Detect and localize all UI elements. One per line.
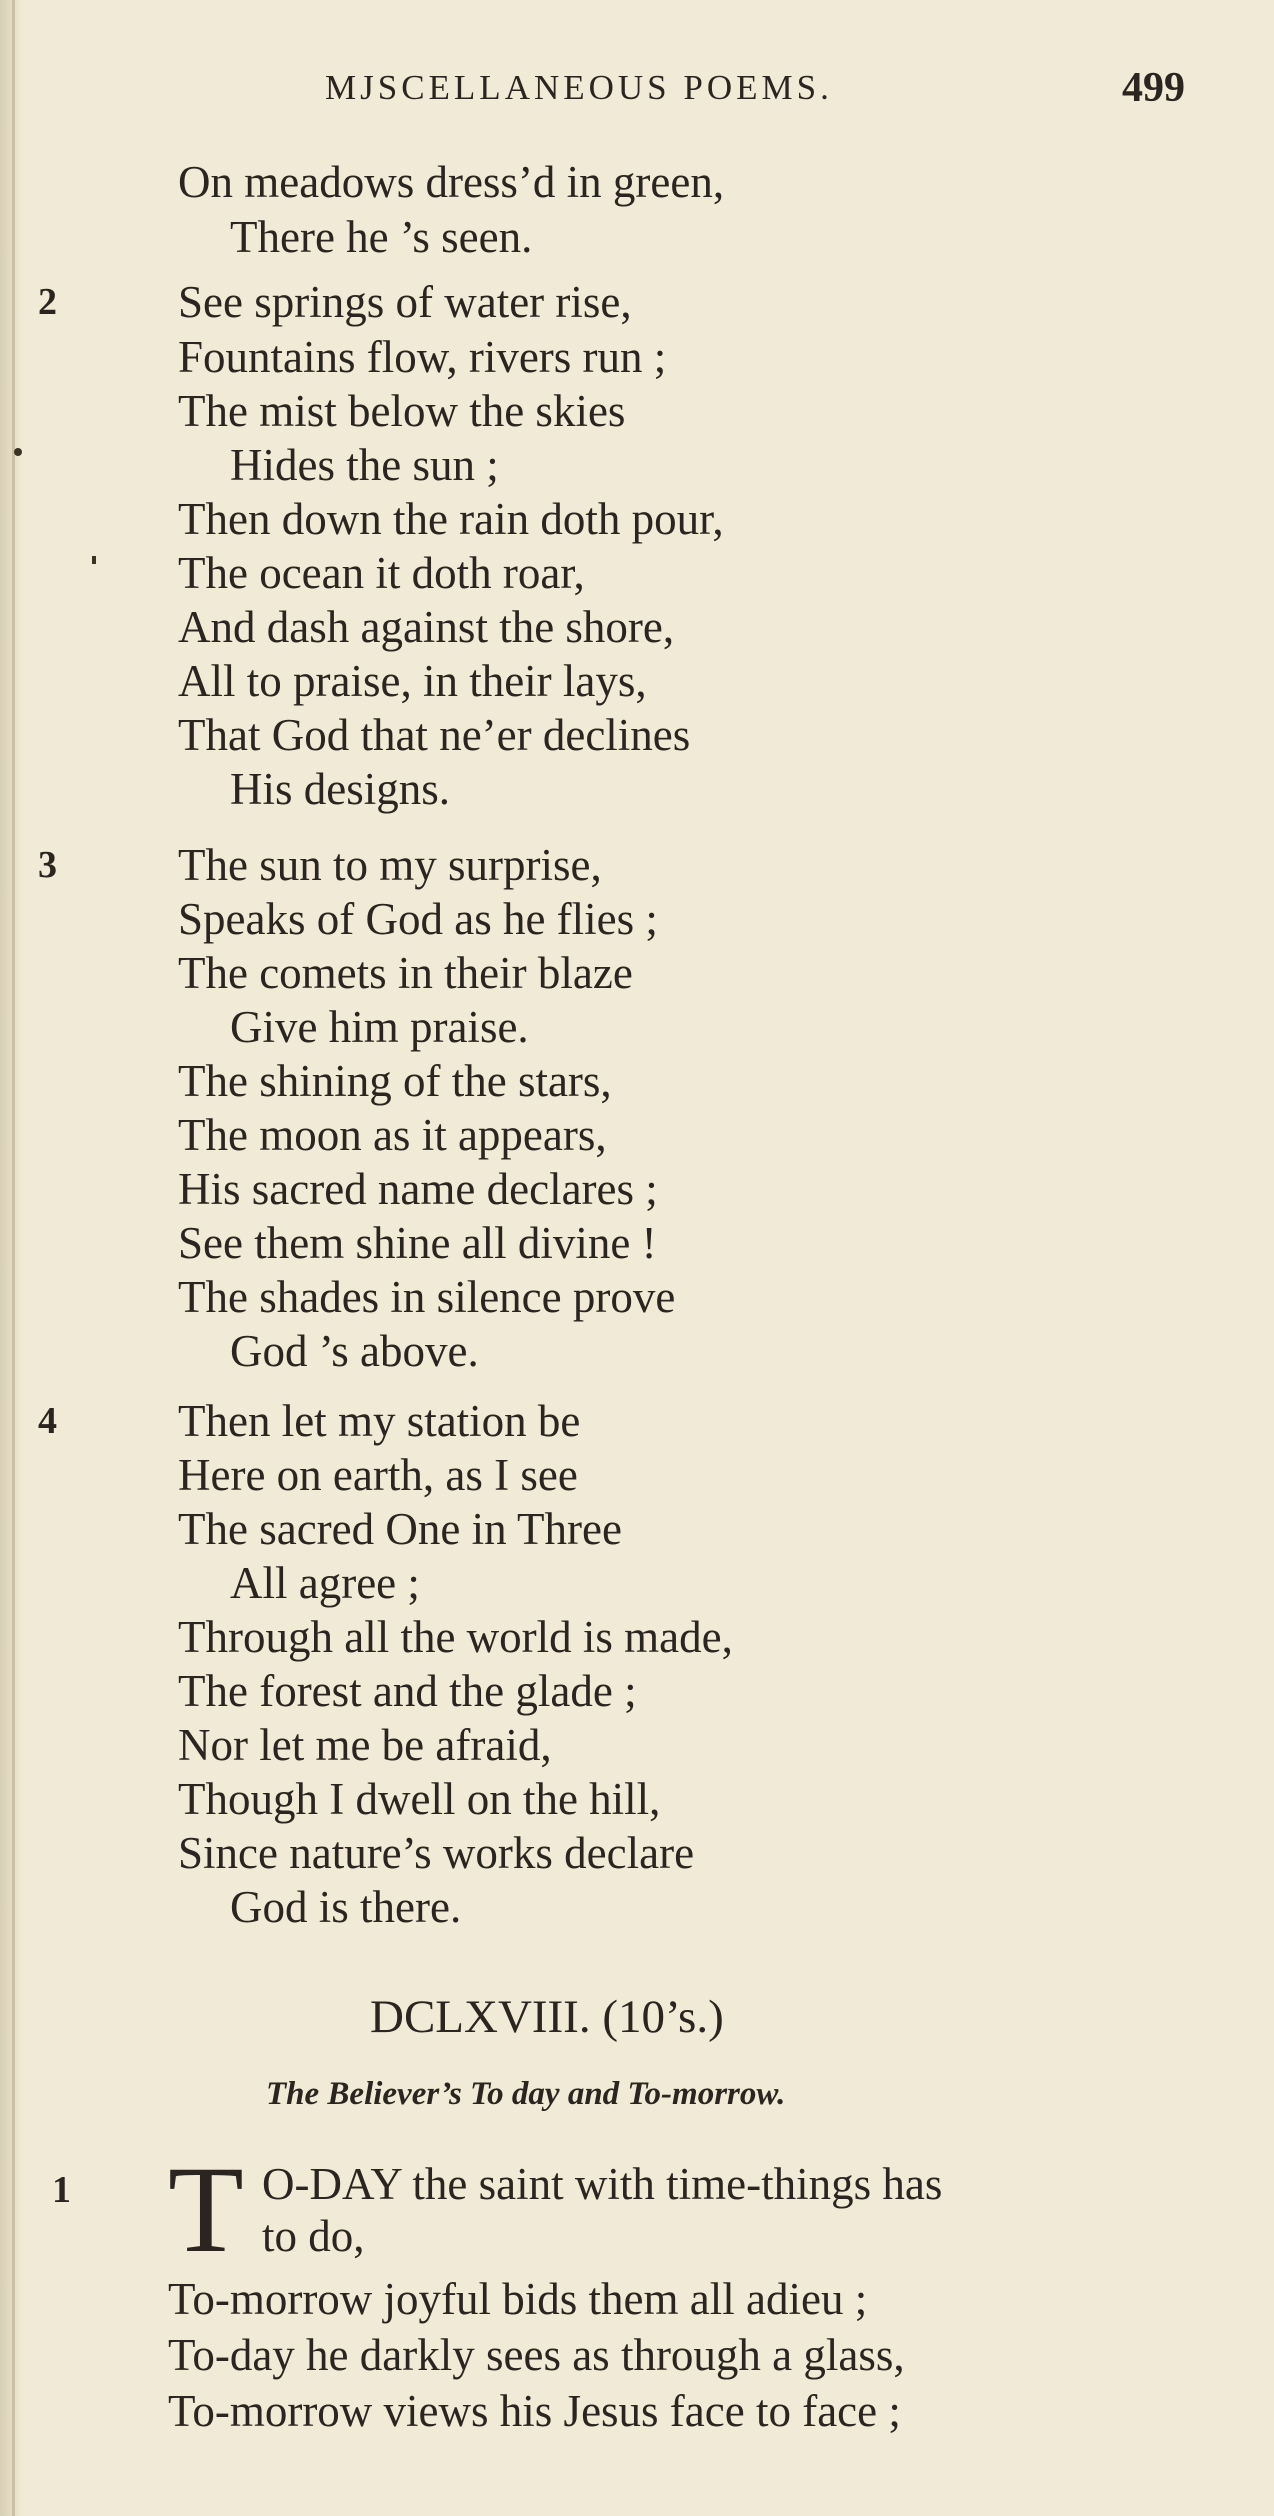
poem-line: Though I dwell on the hill, — [178, 1774, 661, 1824]
poem-line: Then let my station be — [178, 1396, 581, 1446]
poem-line: God is there. — [230, 1882, 462, 1932]
poem-line: The sun to my surprise, — [178, 840, 602, 890]
poem-line: Fountains flow, rivers run ; — [178, 332, 667, 382]
poem-line: Since nature’s works declare — [178, 1828, 695, 1878]
poem-line: There he ’s seen. — [230, 212, 533, 262]
poem-line: And dash against the shore, — [178, 602, 675, 652]
poem-line: His sacred name declares ; — [178, 1164, 658, 1214]
poem-line: The ocean it doth roar, — [178, 548, 585, 598]
poem-line: to do, — [262, 2211, 365, 2261]
margin-dot — [14, 448, 22, 456]
poem-line: To-day he darkly sees as through a glass, — [168, 2330, 905, 2380]
poem-line: See them shine all divine ! — [178, 1218, 657, 1268]
poem-line: To-morrow views his Jesus face to face ; — [168, 2386, 901, 2436]
poem-line: His designs. — [230, 764, 451, 814]
poem-line: The forest and the glade ; — [178, 1666, 637, 1716]
page-header — [0, 65, 1274, 118]
binding-line — [12, 0, 15, 2516]
stanza-number: 4 — [38, 1400, 57, 1442]
poem-line: The comets in their blaze — [178, 948, 633, 998]
poem-line: The moon as it appears, — [178, 1110, 607, 1160]
poem-line: The shades in silence prove — [178, 1272, 676, 1322]
drop-cap: T — [168, 2141, 244, 2278]
poem-line: On meadows dress’d in green, — [178, 157, 725, 207]
poem-line: God ’s above. — [230, 1326, 479, 1376]
poem-line: Speaks of God as he flies ; — [178, 894, 658, 944]
page-number: 499 — [1122, 65, 1185, 111]
poem-line: All to praise, in their lays, — [178, 656, 647, 706]
hymn-subtitle: The Believer’s To day and To-morrow. — [266, 2076, 786, 2112]
poem-line: Hides the sun ; — [230, 440, 499, 490]
running-title: MJSCELLANEOUS POEMS. — [325, 68, 833, 107]
poem-line: O-DAY the saint with time-things has — [262, 2159, 943, 2209]
poem-line: Then down the rain doth pour, — [178, 494, 724, 544]
poem-line: The sacred One in Three — [178, 1504, 622, 1554]
poem-line: Nor let me be afraid, — [178, 1720, 552, 1770]
poem-line: All agree ; — [230, 1558, 420, 1608]
poem-line: Through all the world is made, — [178, 1612, 733, 1662]
poem-line: Give him praise. — [230, 1002, 529, 1052]
poem-line: To-morrow joyful bids them all adieu ; — [168, 2274, 868, 2324]
margin-dot — [92, 556, 96, 564]
poem-line: The mist below the skies — [178, 386, 626, 436]
poem-line: The shining of the stars, — [178, 1056, 612, 1106]
poem-line: See springs of water rise, — [178, 277, 632, 327]
stanza-number: 3 — [38, 844, 57, 886]
hymn-heading: DCLXVIII. (10’s.) — [370, 1991, 724, 2043]
poem-line: That God that ne’er declines — [178, 710, 691, 760]
poem-line: Here on earth, as I see — [178, 1450, 578, 1500]
stanza-number: 2 — [38, 281, 57, 323]
stanza-number: 1 — [52, 2169, 71, 2211]
page-edge — [0, 0, 22, 2516]
